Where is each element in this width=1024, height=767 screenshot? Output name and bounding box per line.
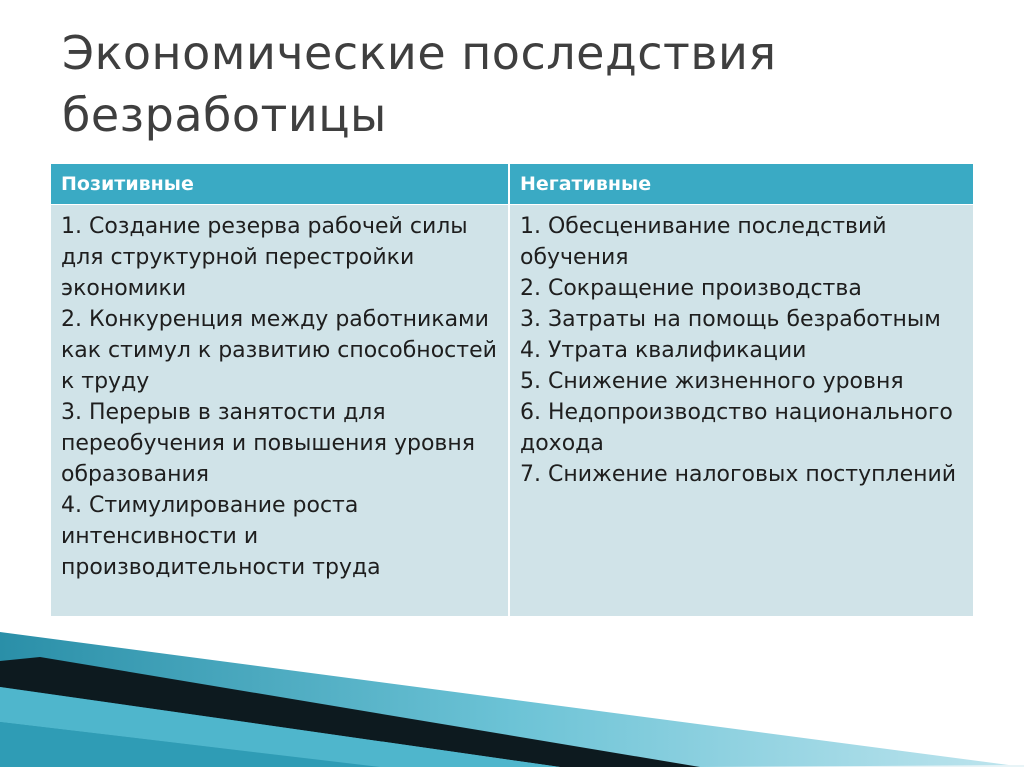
negative-item: 5. Снижение жизненного уровня (520, 369, 904, 394)
positive-item: 1. Создание резерва рабочей силы для структурной перестройки экономики (61, 214, 468, 301)
negative-item: 3. Затраты на помощь безработным (520, 307, 941, 332)
negative-item: 1. Обесценивание последствий обучения (520, 214, 887, 270)
negative-item: 7. Снижение налоговых поступлений (520, 462, 957, 487)
negative-item: 2. Сокращение производства (520, 276, 862, 301)
positive-item: 2. Конкуренция между работниками как стимул к развитию способностей к труду (61, 307, 497, 394)
positive-item: 4. Стимулирование роста интенсивности и производительности труда (61, 493, 381, 580)
slide-title (62, 22, 962, 146)
header-negative: Негативные (510, 164, 973, 205)
positive-cell (51, 205, 510, 616)
decorative-swoosh (0, 627, 1024, 767)
title-line-1: Экономические последствия (62, 26, 777, 80)
positive-item: 3. Перерыв в занятости для переобучения и повышения уровня образования (61, 400, 475, 487)
header-positive: Позитивные (51, 164, 510, 205)
negative-item: 6. Недопроизводство национального дохода (520, 400, 953, 456)
negative-item: 4. Утрата квалификации (520, 338, 807, 363)
negative-cell (510, 205, 973, 616)
title-line-2: безработицы (62, 88, 387, 142)
consequences-table (51, 164, 973, 616)
